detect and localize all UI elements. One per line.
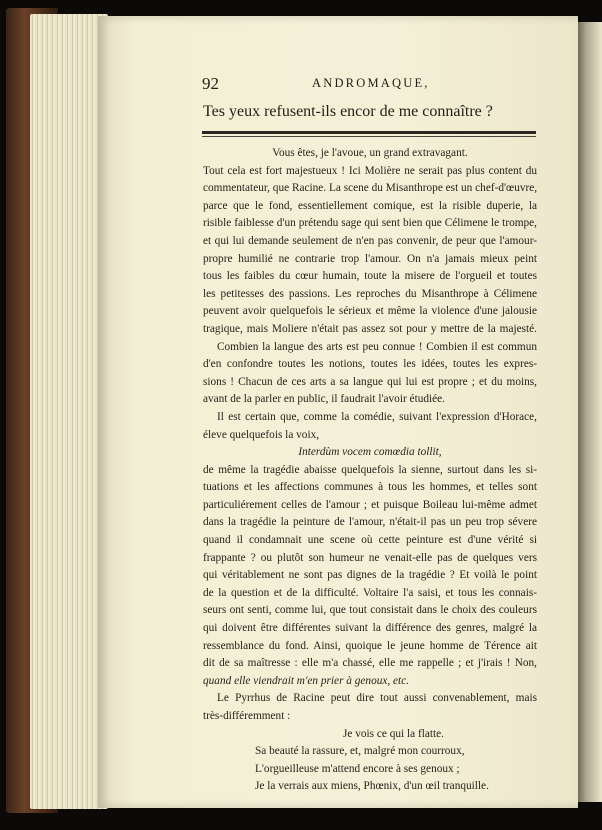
text-line: propre humilié ne contrarie trop l'amour. On n'a jamais mieux peint	[203, 252, 537, 265]
heading-rule-thick	[202, 131, 536, 134]
text-line: Sa beauté la rassure, et, malgré mon courroux,	[255, 745, 465, 758]
text-line: avant de la parler en public, il faudrait l'avoir étudiée.	[203, 393, 445, 406]
text-line: de la question et de la difficulté. Voltaire l'a saisi, et tous les connais-	[203, 586, 537, 599]
text-line: Vous êtes, je l'avoue, un grand extravagant.	[272, 147, 468, 159]
heading-rule-thin	[202, 136, 536, 137]
page-number: 92	[202, 74, 219, 93]
text-line: tous les faibles du cœur humain, toute la misere de l'orgueil et toutes	[203, 270, 537, 283]
text-line: Il est certain que, comme la comédie, suivant l'expression d'Horace,	[217, 410, 537, 423]
text-line: Je la verrais aux miens, Phœnix, d'un œil tranquille.	[255, 780, 489, 793]
text-line: de même la tragédie abaisse quelquefois la sienne, surtout dans les si-	[203, 463, 537, 476]
text-line: les petitesses des passions. Les reproches du Misanthrope à Célimene	[203, 287, 537, 300]
text-line: particuliérement celles de l'amour ; et puisque Boileau lui-même admet	[203, 498, 537, 511]
text-line: seurs ont senti, comme lui, que tout consistait dans le choix des couleurs	[203, 604, 537, 617]
text-line: et qui lui demande seulement de n'en pas convenir, de peur que l'amour-	[203, 234, 537, 247]
text-line: Tout cela est fort majestueux ! Ici Molière ne serait pas plus content du	[203, 164, 537, 177]
page-edges	[30, 14, 108, 809]
text-line: très-différemment :	[203, 710, 291, 722]
text-line: frappante ? ou plutôt son humeur ne venait-elle pas de quelques vers	[203, 551, 537, 564]
text-line: quand elle viendrait m'en prier à genoux, etc.	[203, 674, 410, 687]
text-line: qui véritablement ne sont pas dignes de la tragédie ? Et voilà le point	[203, 569, 537, 582]
page-header	[202, 74, 538, 98]
text-line: Combien la langue des arts est peu connue ! Combien il est commun	[217, 340, 537, 353]
text-line: commentateur, que Racine. La scene du Misanthrope est un chef-d'œuvre,	[203, 182, 537, 195]
text-line: sions ! Chacun de ces arts a sa langue qui lui est propre ; et du moins,	[203, 375, 537, 388]
running-head: ANDROMAQUE,	[312, 76, 430, 90]
text-line: qui doivent être différentes suivant la différence des genres, malgré la	[203, 622, 537, 635]
text-line: Interdùm vocem comœdia tollit,	[298, 446, 442, 459]
text-line: L'orgueilleuse m'attend encore à ses genoux ;	[255, 762, 460, 775]
text-line: d'en confondre toutes les notions, toutes les idées, toutes les expres-	[203, 358, 537, 371]
body-text	[203, 145, 537, 796]
text-line: ressemblance du fond. Ainsi, quoique le jeune homme de Térence ait	[203, 639, 537, 652]
text-line: tuations et les affections communes à tous les hommes, et telles sont	[203, 481, 537, 494]
text-line: peuvent avoir quelquefois le sérieux et même la violence d'une jalousie	[203, 305, 537, 318]
text-line: parce que le fond, essentiellement comique, est la risible duperie, la	[203, 199, 537, 212]
facing-page-edge	[575, 22, 602, 802]
text-line: tragique, mais Moliere n'était pas assez sot pour y mettre de la majesté.	[203, 322, 537, 335]
text-line: dit de sa maîtresse : elle m'a chassé, elle me rappelle ; et j'irais ! Non,	[203, 657, 537, 670]
verse-heading: Tes yeux refusent-ils encor de me connaître ?	[203, 103, 493, 120]
text-line: dans la tragédie la peinture de l'amour, n'était-il pas un peu trop sévere	[203, 516, 537, 529]
text-line: Je vois ce qui la flatte.	[343, 727, 445, 740]
text-line: éleve quelquefois la voix,	[203, 428, 320, 441]
text-line: Le Pyrrhus de Racine peut dire tout aussi convenablement, mais	[217, 692, 537, 705]
text-line: quand il condamnait une scene où cette peinture est d'une vérité si	[203, 534, 537, 547]
text-line: risible faiblesse d'un prétendu sage qui sent bien que Célimene le trompe,	[203, 217, 537, 230]
